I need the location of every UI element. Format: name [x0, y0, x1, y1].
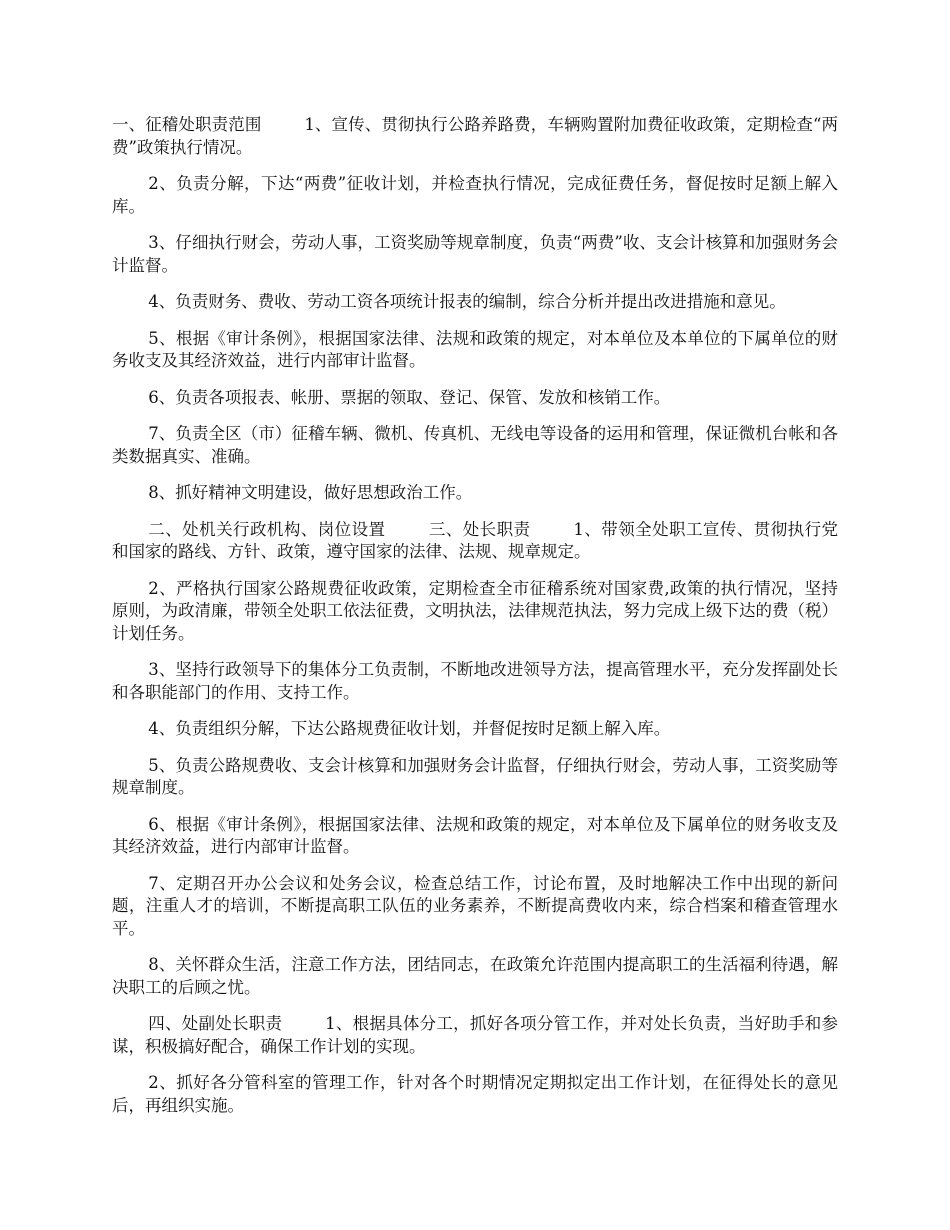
paragraph-7: 7、负责全区（市）征稽车辆、微机、传真机、无线电等设备的运用和管理，保证微机台帐和各类数据真实、准确。 — [112, 424, 838, 466]
paragraph-3: 3、仔细执行财会，劳动人事，工资奖励等规章制度，负责“两费”收、支会计核算和加强财务会计监督。 — [112, 233, 838, 275]
paragraph-18: 2、抓好各分管科室的管理工作，针对各个时期情况定期拟定出工作计划，在征得处长的意见后，再组织实施。 — [112, 1073, 838, 1115]
paragraph-text: 1、宣传、贯彻执行公路养路费，车辆购置附加费征收政策，定期检查“两费”政策执行情况。 — [112, 115, 839, 157]
paragraph-text: 1、根据具体分工，抓好各项分管工作，并对处长负责，当好助手和参谋，积极搞好配合，确保工作计划的实现。 — [112, 1014, 839, 1056]
paragraph-17 — [112, 1013, 838, 1058]
paragraph-16: 8、关怀群众生活，注意工作方法，团结同志，在政策允许范围内提高职工的生活福利待遇，解决职工的后顾之忧。 — [112, 955, 838, 997]
paragraph-9 — [112, 519, 838, 564]
document-body — [112, 114, 838, 1131]
paragraph-11: 3、坚持行政领导下的集体分工负责制，不断地改进领导方法，提高管理水平，充分发挥副处长和各职能部门的作用、支持工作。 — [112, 660, 838, 702]
section-heading-1: 一、征稽处职责范围 — [112, 115, 262, 134]
paragraph-6: 6、负责各项报表、帐册、票据的领取、登记、保管、发放和核销工作。 — [148, 387, 671, 407]
paragraph-text: 1、带领全处职工宣传、贯彻执行党和国家的路线、方针、政策，遵守国家的法律、法规、规章规定。 — [112, 519, 839, 561]
paragraph-5: 5、根据《审计条例》，根据国家法律、法规和政策的规定，对本单位及本单位的下属单位的财务收支及其经济效益，进行内部审计监督。 — [112, 328, 838, 370]
paragraph-4: 4、负责财务、费收、劳动工资各项统计报表的编制，综合分析并提出改进措施和意见。 — [148, 292, 786, 311]
paragraph-8: 8、抓好精神文明建设，做好思想政治工作。 — [148, 483, 473, 502]
paragraph-12: 4、负责组织分解，下达公路规费征收计划，并督促按时足额上解入库。 — [148, 719, 671, 738]
section-heading-2: 二、处机关行政机构、岗位设置 — [148, 519, 386, 539]
paragraph-1 — [112, 114, 838, 159]
paragraph-13: 5、负责公路规费收、支会计核算和加强财务会计监督，仔细执行财会，劳动人事，工资奖励等规章制度。 — [112, 755, 838, 797]
paragraph-2: 2、负责分解，下达“两费”征收计划，并检查执行情况，完成征费任务，督促按时足额上解入库。 — [112, 174, 838, 216]
paragraph-10: 2、严格执行国家公路规费征收政策，定期检查全市征稽系统对国家费,政策的执行情况，坚持原则，为政清廉，带领全处职工依法征费，文明执法，法律规范执法，努力完成上级下达的费（税）计划任务。 — [112, 578, 838, 643]
paragraph-14: 6、根据《审计条例》，根据国家法律、法规和政策的规定，对本单位及下属单位的财务收支及其经济效益，进行内部审计监督。 — [112, 814, 838, 856]
paragraph-15: 7、定期召开办公会议和处务会议，检查总结工作，讨论布置，及时地解决工作中出现的新问题，注重人才的培训，不断提高职工队伍的业务素养，不断提高费收内来，综合档案和稽查管理水平。 — [112, 873, 838, 938]
section-heading-3: 三、处长职责 — [428, 519, 531, 539]
section-heading-4: 四、处副处长职责 — [148, 1014, 283, 1033]
